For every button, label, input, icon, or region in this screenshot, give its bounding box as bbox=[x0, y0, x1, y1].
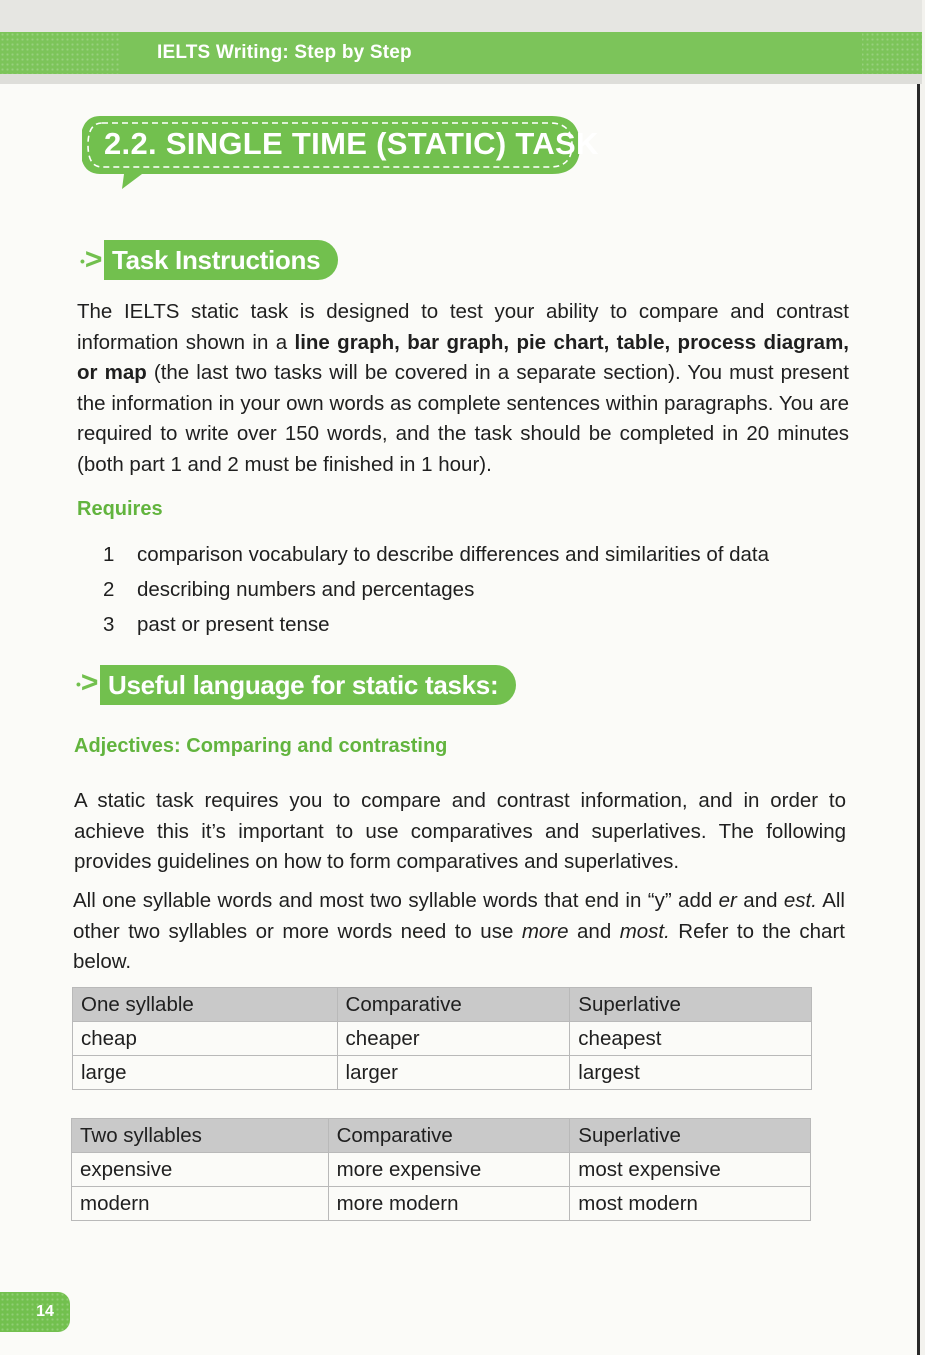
page-number: 14 bbox=[36, 1303, 54, 1320]
table-row bbox=[72, 1187, 811, 1221]
table-cell: cheap bbox=[73, 1022, 338, 1056]
list-item: 1 comparison vocabulary to describe differences and similarities of data bbox=[103, 543, 770, 566]
table-cell: more modern bbox=[328, 1187, 570, 1221]
useful-language-heading: Useful language for static tasks: bbox=[100, 665, 516, 705]
table-cell: expensive bbox=[72, 1153, 329, 1187]
page-number-tab bbox=[0, 1292, 70, 1332]
table-cell: large bbox=[73, 1056, 338, 1090]
requires-list bbox=[103, 537, 833, 642]
table-cell: more expensive bbox=[328, 1153, 570, 1187]
adjectives-subheading: Adjectives: Comparing and contrasting bbox=[74, 735, 448, 757]
table-cell: most modern bbox=[570, 1187, 811, 1221]
table-cell: larger bbox=[337, 1056, 570, 1090]
column-header: Two syllables bbox=[72, 1119, 329, 1153]
task-instructions-heading: Task Instructions bbox=[104, 240, 338, 280]
table-cell: largest bbox=[570, 1056, 812, 1090]
section-title: 2.2. SINGLE TIME (STATIC) TASK bbox=[104, 126, 599, 161]
table-header-row bbox=[73, 988, 812, 1022]
table-cell: most expensive bbox=[570, 1153, 811, 1187]
two-syllables-table bbox=[71, 1118, 811, 1221]
table-cell: modern bbox=[72, 1187, 329, 1221]
top-margin bbox=[0, 0, 922, 32]
list-item: 2 describing numbers and percentages bbox=[103, 578, 475, 601]
table-cell: cheapest bbox=[570, 1022, 812, 1056]
table-row bbox=[72, 1153, 811, 1187]
running-header-bar bbox=[0, 32, 922, 74]
list-item: 3 past or present tense bbox=[103, 613, 330, 636]
one-syllable-table bbox=[72, 987, 812, 1090]
column-header: One syllable bbox=[73, 988, 338, 1022]
requires-label: Requires bbox=[77, 498, 163, 520]
syllable-rule-paragraph: All one syllable words and most two syllable words that end in “y” add er and est. All other two syllables or more words need to use more and most. Refer to the chart below. bbox=[73, 889, 845, 973]
chevron-right-icon: •> bbox=[80, 243, 103, 276]
column-header: Superlative bbox=[570, 988, 812, 1022]
table-row bbox=[73, 1056, 812, 1090]
table-header-row bbox=[72, 1119, 811, 1153]
running-header-title: IELTS Writing: Step by Step bbox=[157, 42, 412, 63]
chevron-right-icon: •> bbox=[76, 666, 99, 699]
column-header: Comparative bbox=[328, 1119, 570, 1153]
table-cell: cheaper bbox=[337, 1022, 570, 1056]
column-header: Comparative bbox=[337, 988, 570, 1022]
column-header: Superlative bbox=[570, 1119, 811, 1153]
table-row bbox=[73, 1022, 812, 1056]
comparatives-paragraph: A static task requires you to compare and contrast information, and in order to achieve this it’s important to use comparatives and superlatives. The following provides guidelines on how to form comparatives and superlatives. bbox=[74, 789, 846, 873]
task-instructions-paragraph: The IELTS static task is designed to test your ability to compare and contrast information shown in a line graph, bar graph, pie chart, table, process diagram, or map (the last two tasks will be covered in a separate section). You must present the information in your own words as complete sentences within paragraphs. You are required to write over 150 words, and the task should be completed in 20 minutes (both part 1 and 2 must be finished in 1 hour). bbox=[77, 300, 849, 476]
